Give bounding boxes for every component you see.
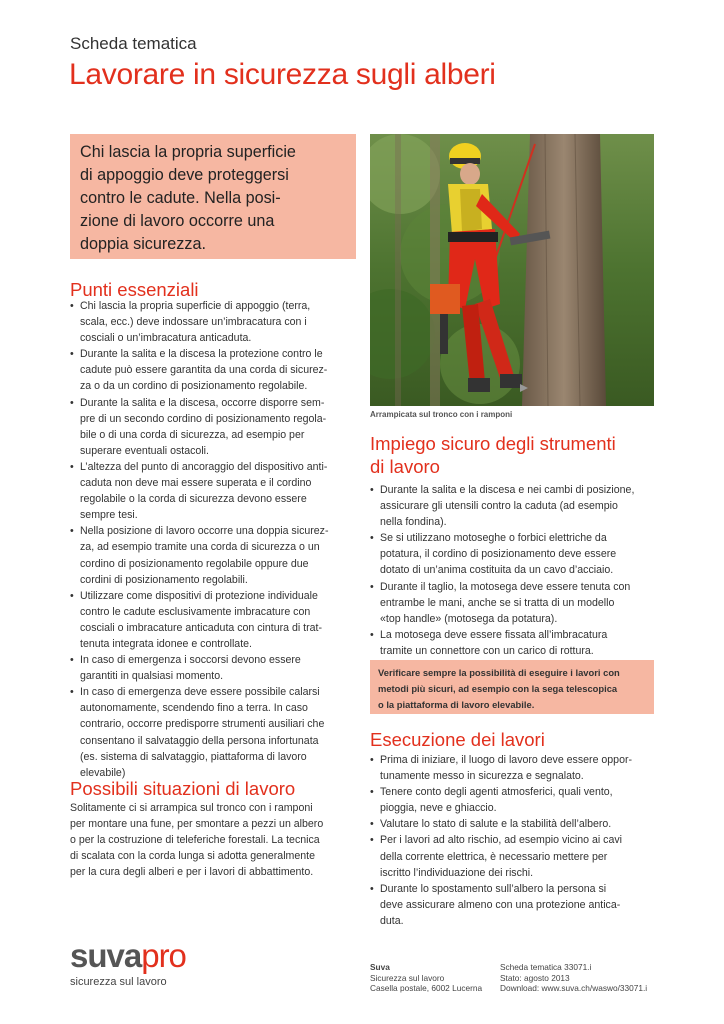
list-item: • Durante la salita e la discesa la protezione contro le cadute può essere garantita da una corda di sicurez- za o da un cordino di posizionamento regolabile. [70,346,360,394]
list-item: • La motosega deve essere fissata all’imbracatura tramite un connettore con un carico di rottura. [370,627,660,659]
intro-highlight-box [70,134,356,259]
warning-box: Verificare sempre la possibilità di eseguire i lavori con metodi più sicuri, ad esempio con la sega telescopica o la piattaforma di lavoro elevabile. [370,660,654,714]
section-heading-impiego: Impiego sicuro degli strumenti di lavoro [370,433,616,477]
list-item: • Nella posizione di lavoro occorre una doppia sicurez- za, ad esempio tramite una corda di sicurezza o un cordino di posizionamento regolabile oppure due cordini di posizionamento regolabili. [70,523,360,587]
list-item: • In caso di emergenza deve essere possibile calarsi autonomamente, scendendo fino a terra. In caso contrario, occorre predisporre strumenti ausiliari che consentano il salvataggio della persona infortunata (es. sistema di salvataggio, piattaforma di lavoro elevabile) [70,684,360,781]
section-heading-situazioni: Possibili situazioni di lavoro [70,778,296,799]
logo-pro: pro [141,937,186,974]
list-item: • Se si utilizzano motoseghe o forbici elettriche da potatura, il cordino di posizionamento deve essere dotato di un’anima costituita da un cavo d’acciaio. [370,530,660,578]
intro-line: Chi lascia la propria superficie [80,143,296,161]
logo-subtitle: sicurezza sul lavoro [70,976,167,988]
section-heading-esecuzione: Esecuzione dei lavori [370,729,545,750]
list-item: • In caso di emergenza i soccorsi devono essere garantiti in qualsiasi momento. [70,652,360,684]
list-item: • Tenere conto degli agenti atmosferici, quali vento, pioggia, neve e ghiaccio. [370,784,660,816]
list-item: • L’altezza del punto di ancoraggio del dispositivo anti- caduta non deve mai essere superata e il cordino regolabile o la corda di sicurezza devono essere sempre tesi. [70,459,360,523]
logo-suva: suva [70,937,142,974]
esecuzione-list [370,752,660,929]
list-item: • Prima di iniziare, il luogo di lavoro deve essere oppor- tunamente messo in sicurezza e segnalato. [370,752,660,784]
intro-line: zione di lavoro occorre una [80,212,275,230]
photo-caption: Arrampicata sul tronco con i ramponi [370,410,513,419]
list-item: • Chi lascia la propria superficie di appoggio (terra, scala, ecc.) deve indossare un’imbracatura con i cosciali o un’imbracatura anticaduta. [70,298,360,346]
page-title: Lavorare in sicurezza sugli alberi [69,58,496,91]
footer-address: Suva Sicurezza sul lavoro Casella postale, 6002 Lucerna [370,962,483,994]
suvapro-logo [70,938,186,988]
kicker: Scheda tematica [70,34,197,53]
list-item: • Durante la salita e la discesa e nei cambi di posizione, assicurare gli utensili contro la caduta (ad esempio nella fondina). [370,482,660,530]
list-item: • Valutare lo stato di salute e la stabilità dell’albero. [370,816,660,832]
impiego-list [370,482,660,659]
list-item: • Utilizzare come dispositivi di protezione individuale contro le cadute esclusivamente imbracature con cosciali o imbracature anticaduta con cintura di trat- tenuta integrata idonee e controllate. [70,588,360,652]
intro-line: di appoggio deve proteggersi [80,166,289,184]
punti-list [70,298,360,781]
list-item: • Durante lo spostamento sull’albero la persona si deve assicurare almeno con una protezione antica- duta. [370,881,660,929]
list-item: • Durante il taglio, la motosega deve essere tenuta con entrambe le mani, anche se si tratta di un modello «top handle» (motosega da potatura). [370,579,660,627]
intro-line: doppia sicurezza. [80,235,206,253]
tree-climber-photo [370,134,654,406]
footer-document-info: Scheda tematica 33071.i Stato: agosto 2013 Download: www.suva.ch/waswo/33071.i [500,962,648,994]
intro-line: contro le cadute. Nella posi- [80,189,281,207]
list-item: • Durante la salita e la discesa, occorre disporre sem- pre di un secondo cordino di posizionamento regola- bile o di una corda di sicurezza, ad esempio per superare eventuali ostacoli. [70,395,360,459]
list-item: • Per i lavori ad alto rischio, ad esempio vicino ai cavi della corrente elettrica, è necessario mettere per iscritto l’individuazione dei rischi. [370,832,660,880]
situazioni-paragraph: Solitamente ci si arrampica sul tronco con i ramponi per montare una fune, per smontare a pezzi un albero o per la costruzione di teleferiche forestali. La tecnica di scalata con la corda lunga si adotta generalmente per la cura degli alberi e per i lavori di abbattimento. [70,802,324,879]
section-heading-punti: Punti essenziali [70,279,199,300]
